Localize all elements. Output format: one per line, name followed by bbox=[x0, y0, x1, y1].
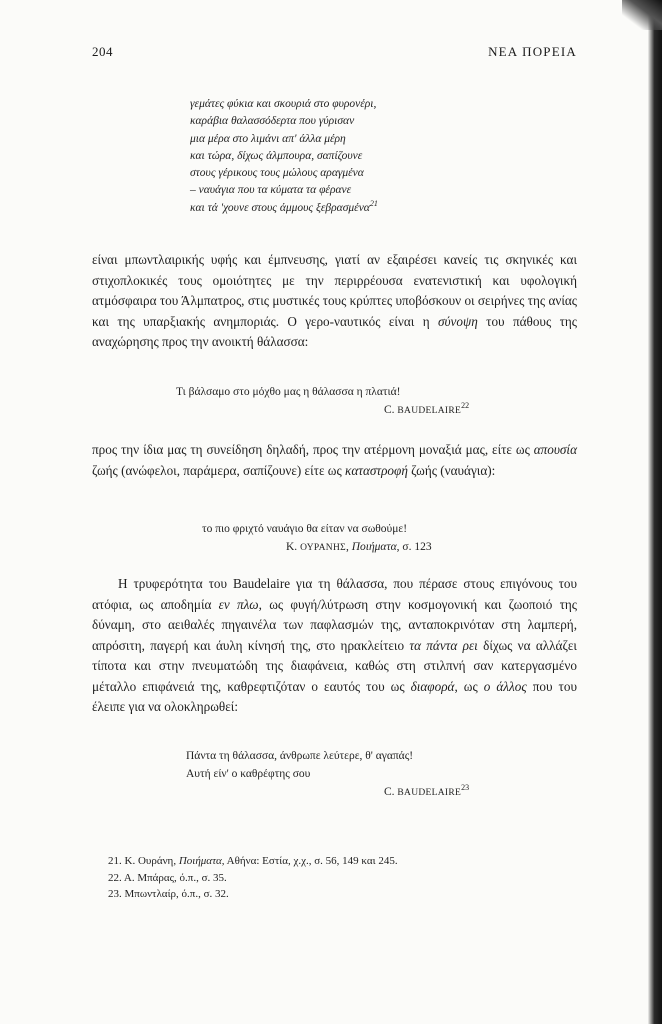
footnote-ref: 22 bbox=[461, 401, 470, 411]
verse-line-text: και τά 'χουνε στους άμμους ξεβρασμένα bbox=[190, 201, 370, 214]
para3-text-c: δίχως να αλλάζει τίποτα και στην πνευματώδη της διαφάνεια, καθώς στη στιλπνή σαν κατεργασμένο μέταλλο επιφάνειά της, καθρεφτιζόταν ο εαυτός του ως bbox=[92, 637, 577, 694]
quote-line: Τι βάλσαμο στο μόχθο μας η θάλασσα η πλατιά! bbox=[176, 386, 401, 398]
author-name: BAUDELAIRE bbox=[397, 788, 462, 798]
footnote-ref: 23 bbox=[461, 783, 470, 793]
footnote-text: 22. Α. Μπάρας, ό.π., σ. 35. bbox=[108, 871, 227, 884]
paragraph-3 bbox=[92, 574, 577, 718]
quote-2 bbox=[202, 520, 432, 557]
para2-text-a: προς την ίδια μας τη συνείδηση δηλαδή, προς την ατέρμονη μοναξιά μας, είτε ως bbox=[92, 442, 534, 457]
scan-edge-shadow bbox=[648, 0, 662, 1024]
para3-text-a: Η τρυφερότητα του Baudelaire για τη θάλασσα, που πέρασε στους επιγόνους του ατόφια, ως αποδημία bbox=[92, 576, 577, 612]
paragraph-1 bbox=[92, 250, 577, 353]
para2-text-c: ζωής (ναυάγια): bbox=[407, 462, 496, 478]
para3-text-b: , ως φυγή/λύτρωση στην κοσμογονική και ζωοποιό της δύναμη, στο αειθαλές πηγαινέλα των παφλασμών της, ανταποκρινόταν στη λαμπερή, απρόσιτη, παγερή και άυλη κίνησή της, στο ηρακλείτειο bbox=[92, 596, 577, 653]
quote-line: το πιο φριχτό ναυάγιο θα είταν να σωθούμε! bbox=[202, 523, 408, 535]
quote-1 bbox=[176, 383, 469, 420]
verse-line bbox=[190, 200, 378, 217]
running-head bbox=[92, 44, 577, 60]
author-initial: C. bbox=[384, 786, 398, 798]
footnote-text: 23. Μπωντλαίρ, ό.π., σ. 32. bbox=[108, 888, 229, 900]
para1-emphasis: σύνοψη bbox=[438, 313, 478, 329]
verse-line: στους γέρικους τους μώλους αραγμένα bbox=[190, 167, 364, 180]
footnote-text-rest: Αθήνα: Εστία, χ.χ., σ. 56, 149 και 245. bbox=[224, 855, 398, 867]
para3-emphasis-4: ο άλλος bbox=[483, 678, 527, 694]
para1-text-a: είναι μπωντλαιρικής υφής και έμπνευσης, γιατί αν εξαιρέσει κανείς τις σκηνικές και στιχοπλοκικές τους ομοιότητες με την περιρρέουσα ενατενιστική και υφολογική ατμόσφαιρα του Άλμπατρος, στις μυστικές τους κρύπτες υποβόσκουν οι σειρήνες της ανίας και της υπαρξιακής ανημποριάς. Ο γερο-ναυτικός είναι η bbox=[92, 252, 577, 329]
para3-text-d: , ως bbox=[454, 678, 484, 694]
source-page: , σ. 123 bbox=[396, 541, 432, 553]
author-initial: C. bbox=[384, 404, 398, 416]
footnote-title: Ποιήματα, bbox=[178, 855, 225, 867]
para2-emphasis-1: απουσία bbox=[533, 442, 577, 457]
quote-attribution bbox=[186, 783, 469, 802]
verse-block bbox=[190, 96, 378, 217]
verse-line: – ναυάγια που τα κύματα τα φέρανε bbox=[190, 184, 352, 197]
para3-emphasis-1: εν πλω bbox=[218, 596, 259, 612]
source-title: Ποιήματα bbox=[351, 541, 397, 553]
author-name: BAUDELAIRE bbox=[397, 406, 462, 416]
footnote-23 bbox=[108, 886, 398, 903]
para3-emphasis-2: τα πάντα ρει bbox=[409, 637, 478, 653]
footnotes bbox=[108, 853, 398, 903]
quote-attribution bbox=[202, 538, 432, 557]
quote-3 bbox=[186, 747, 469, 802]
para3-text-e: που του έλειπε για να ολοκληρωθεί: bbox=[92, 678, 577, 714]
footnote-21 bbox=[108, 853, 398, 870]
para3-emphasis-3: διαφορά bbox=[410, 678, 455, 694]
verse-line: μια μέρα στο λιμάνι απ' άλλα μέρη bbox=[190, 132, 346, 145]
para1-text-b: του πάθους της αναχώρησης προς την ανοικτή θάλασσα: bbox=[92, 313, 577, 349]
source-separator: , bbox=[345, 541, 352, 553]
page-number: 204 bbox=[92, 44, 113, 59]
verse-line: καράβια θαλασσόδερτα που γύρισαν bbox=[190, 115, 355, 128]
running-title: ΝΕΑ ΠΟΡΕΙΑ bbox=[488, 44, 577, 59]
verse-line: και τώρα, δίχως άλμπουρα, σαπίζουνε bbox=[190, 149, 363, 162]
verse-line: γεμάτες φύκια και σκουριά στο φυρονέρι, bbox=[190, 98, 377, 110]
para2-text-b: ζωής (ανώφελοι, παράμερα, σαπίζουνε) είτε ως bbox=[92, 462, 345, 478]
footnote-22 bbox=[108, 870, 398, 887]
author-initial: Κ. bbox=[286, 541, 301, 553]
quote-line: Πάντα τη θάλασσα, άνθρωπε λεύτερε, θ' αγαπάς! bbox=[186, 750, 414, 762]
author-name: ΟΥΡΑΝΗΣ bbox=[300, 543, 346, 553]
scan-corner-shadow bbox=[622, 0, 662, 30]
para2-emphasis-2: καταστροφή bbox=[344, 462, 408, 478]
footnote-text: 21. Κ. Ουράνη, bbox=[108, 855, 179, 867]
quote-attribution bbox=[176, 401, 469, 420]
quote-line: Αυτή είν' ο καθρέφτης σου bbox=[186, 768, 311, 780]
footnote-ref: 21 bbox=[369, 198, 378, 208]
paragraph-2 bbox=[92, 440, 577, 481]
